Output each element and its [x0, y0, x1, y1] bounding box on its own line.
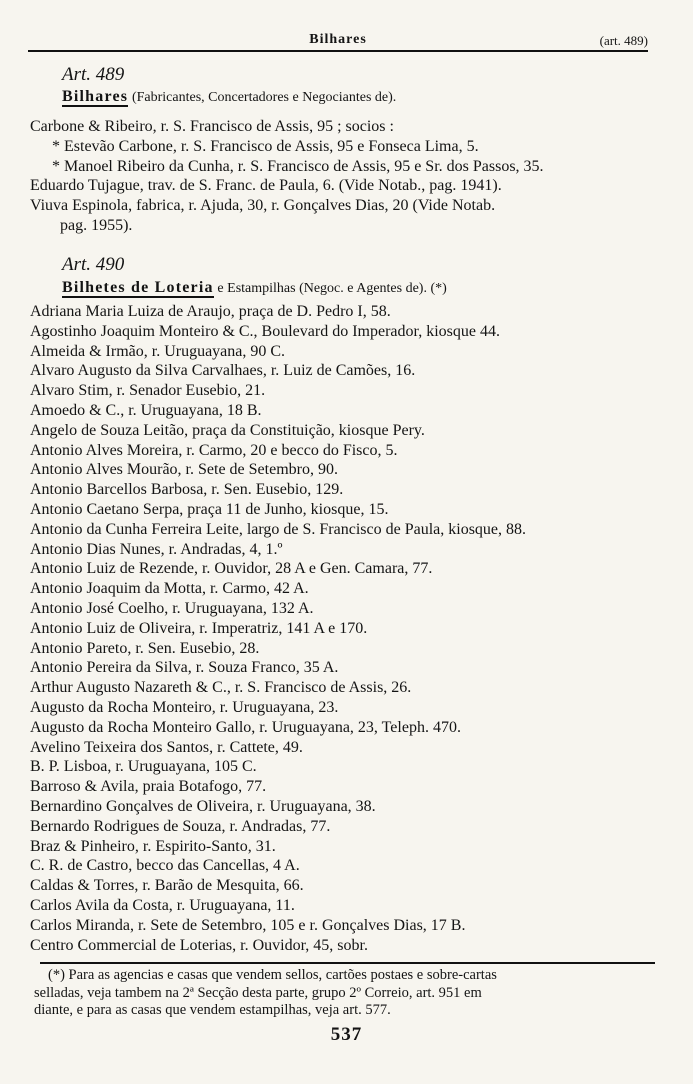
list-item: Antonio José Coelho, r. Uruguayana, 132 A.: [30, 599, 314, 617]
list-item: Carlos Miranda, r. Sete de Setembro, 105 e r. Gonçalves Dias, 17 B.: [30, 916, 466, 934]
footnote-line: selladas, veja tambem na 2ª Secção desta parte, grupo 2º Correio, art. 951 em: [34, 984, 482, 1001]
list-item: Bernardino Gonçalves de Oliveira, r. Uruguayana, 38.: [30, 797, 376, 815]
list-item: Antonio Barcellos Barbosa, r. Sen. Eusebio, 129.: [30, 481, 344, 499]
footnote-rule: [40, 962, 655, 964]
list-item: Adriana Maria Luiza de Araujo, praça de D. Pedro I, 58.: [30, 303, 391, 320]
list-item: Viuva Espinola, fabrica, r. Ajuda, 30, r. Gonçalves Dias, 20 (Vide Notab.: [30, 197, 496, 215]
list-item: Caldas & Torres, r. Barão de Mesquita, 66.: [30, 877, 304, 895]
list-item: C. R. de Castro, becco das Cancellas, 4 A.: [30, 857, 300, 875]
list-item: Antonio Luiz de Oliveira, r. Imperatriz, 141 A e 170.: [30, 619, 368, 637]
list-item: pag. 1955).: [60, 216, 133, 234]
running-title: Bilhares: [309, 32, 367, 47]
list-item: Carlos Avila da Costa, r. Uruguayana, 11.: [30, 896, 295, 914]
list-item: Angelo de Souza Leitão, praça da Constituição, kiosque Pery.: [30, 421, 425, 439]
page-number: 537: [330, 1024, 363, 1045]
list-item: Antonio Caetano Serpa, praça 11 de Junho, kiosque, 15.: [30, 500, 389, 518]
article-490-heading: [62, 279, 447, 297]
list-item: Antonio Luiz de Rezende, r. Ouvidor, 28 A e Gen. Camara, 77.: [30, 560, 433, 578]
list-item: Antonio da Cunha Ferreira Leite, largo de S. Francisco de Paula, kiosque, 88.: [30, 520, 527, 538]
list-item: Amoedo & C., r. Uruguayana, 18 B.: [30, 401, 262, 419]
list-item: Antonio Pareto, r. Sen. Eusebio, 28.: [30, 639, 260, 657]
list-item: Arthur Augusto Nazareth & C., r. S. Francisco de Assis, 26.: [30, 679, 412, 697]
article-490-list: [30, 302, 526, 955]
list-item: * Estevão Carbone, r. S. Francisco de Assis, 95 e Fonseca Lima, 5.: [52, 137, 479, 155]
article-reference: (art. 489): [599, 33, 648, 48]
footnote-line: (*) Para as agencias e casas que vendem sellos, cartões postaes e sobre-cartas: [48, 967, 497, 983]
list-item: Avelino Teixeira dos Santos, r. Cattete, 49.: [30, 738, 303, 756]
list-item: Antonio Dias Nunes, r. Andradas, 4, 1.º: [30, 540, 283, 558]
article-489-subtitle: (Fabricantes, Concertadores e Negociantes de).: [131, 90, 397, 105]
list-item: Eduardo Tujague, trav. de S. Franc. de Paula, 6. (Vide Notab., pag. 1941).: [30, 177, 502, 195]
page-header: [28, 30, 648, 52]
list-item: Antonio Alves Mourão, r. Sete de Setembro, 90.: [30, 461, 338, 479]
footnote-line: diante, e para as casas que vendem estampilhas, veja art. 577.: [34, 1002, 391, 1018]
list-item: Bernardo Rodrigues de Souza, r. Andradas, 77.: [30, 817, 331, 835]
article-489-title: Bilhares: [62, 88, 129, 105]
list-item: Augusto da Rocha Monteiro Gallo, r. Uruguayana, 23, Teleph. 470.: [30, 718, 461, 736]
list-item: Carbone & Ribeiro, r. S. Francisco de Assis, 95 ; socios :: [30, 118, 394, 135]
list-item: Almeida & Irmão, r. Uruguayana, 90 C.: [30, 342, 286, 360]
list-item: Alvaro Augusto da Silva Carvalhaes, r. Luiz de Camões, 16.: [30, 362, 416, 380]
article-490-title: Bilhetes de Loteria: [62, 279, 214, 296]
article-490-number: Art. 490: [62, 254, 125, 275]
list-item: * Manoel Ribeiro da Cunha, r. S. Francisco de Assis, 95 e Sr. dos Passos, 35.: [52, 157, 544, 175]
header-rule: [28, 50, 648, 52]
article-489-heading: [62, 88, 396, 106]
article-489-number: Art. 489: [62, 64, 125, 85]
list-item: Antonio Pereira da Silva, r. Souza Franco, 35 A.: [30, 659, 339, 677]
list-item: Braz & Pinheiro, r. Espirito-Santo, 31.: [30, 837, 276, 855]
list-item: Antonio Alves Moreira, r. Carmo, 20 e becco do Fisco, 5.: [30, 441, 398, 459]
list-item: Antonio Joaquim da Motta, r. Carmo, 42 A.: [30, 580, 309, 598]
article-489-list: [30, 117, 544, 236]
list-item: Alvaro Stim, r. Senador Eusebio, 21.: [30, 382, 266, 400]
list-item: Agostinho Joaquim Monteiro & C., Boulevard do Imperador, kiosque 44.: [30, 322, 500, 340]
list-item: Barroso & Avila, praia Botafogo, 77.: [30, 778, 267, 796]
list-item: Augusto da Rocha Monteiro, r. Uruguayana, 23.: [30, 698, 339, 716]
article-490-subtitle: e Estampilhas (Negoc. e Agentes de). (*): [217, 281, 447, 296]
list-item: B. P. Lisboa, r. Uruguayana, 105 C.: [30, 758, 257, 776]
footnote: [34, 967, 659, 1020]
list-item: Centro Commercial de Loterias, r. Ouvidor, 45, sobr.: [30, 936, 368, 954]
